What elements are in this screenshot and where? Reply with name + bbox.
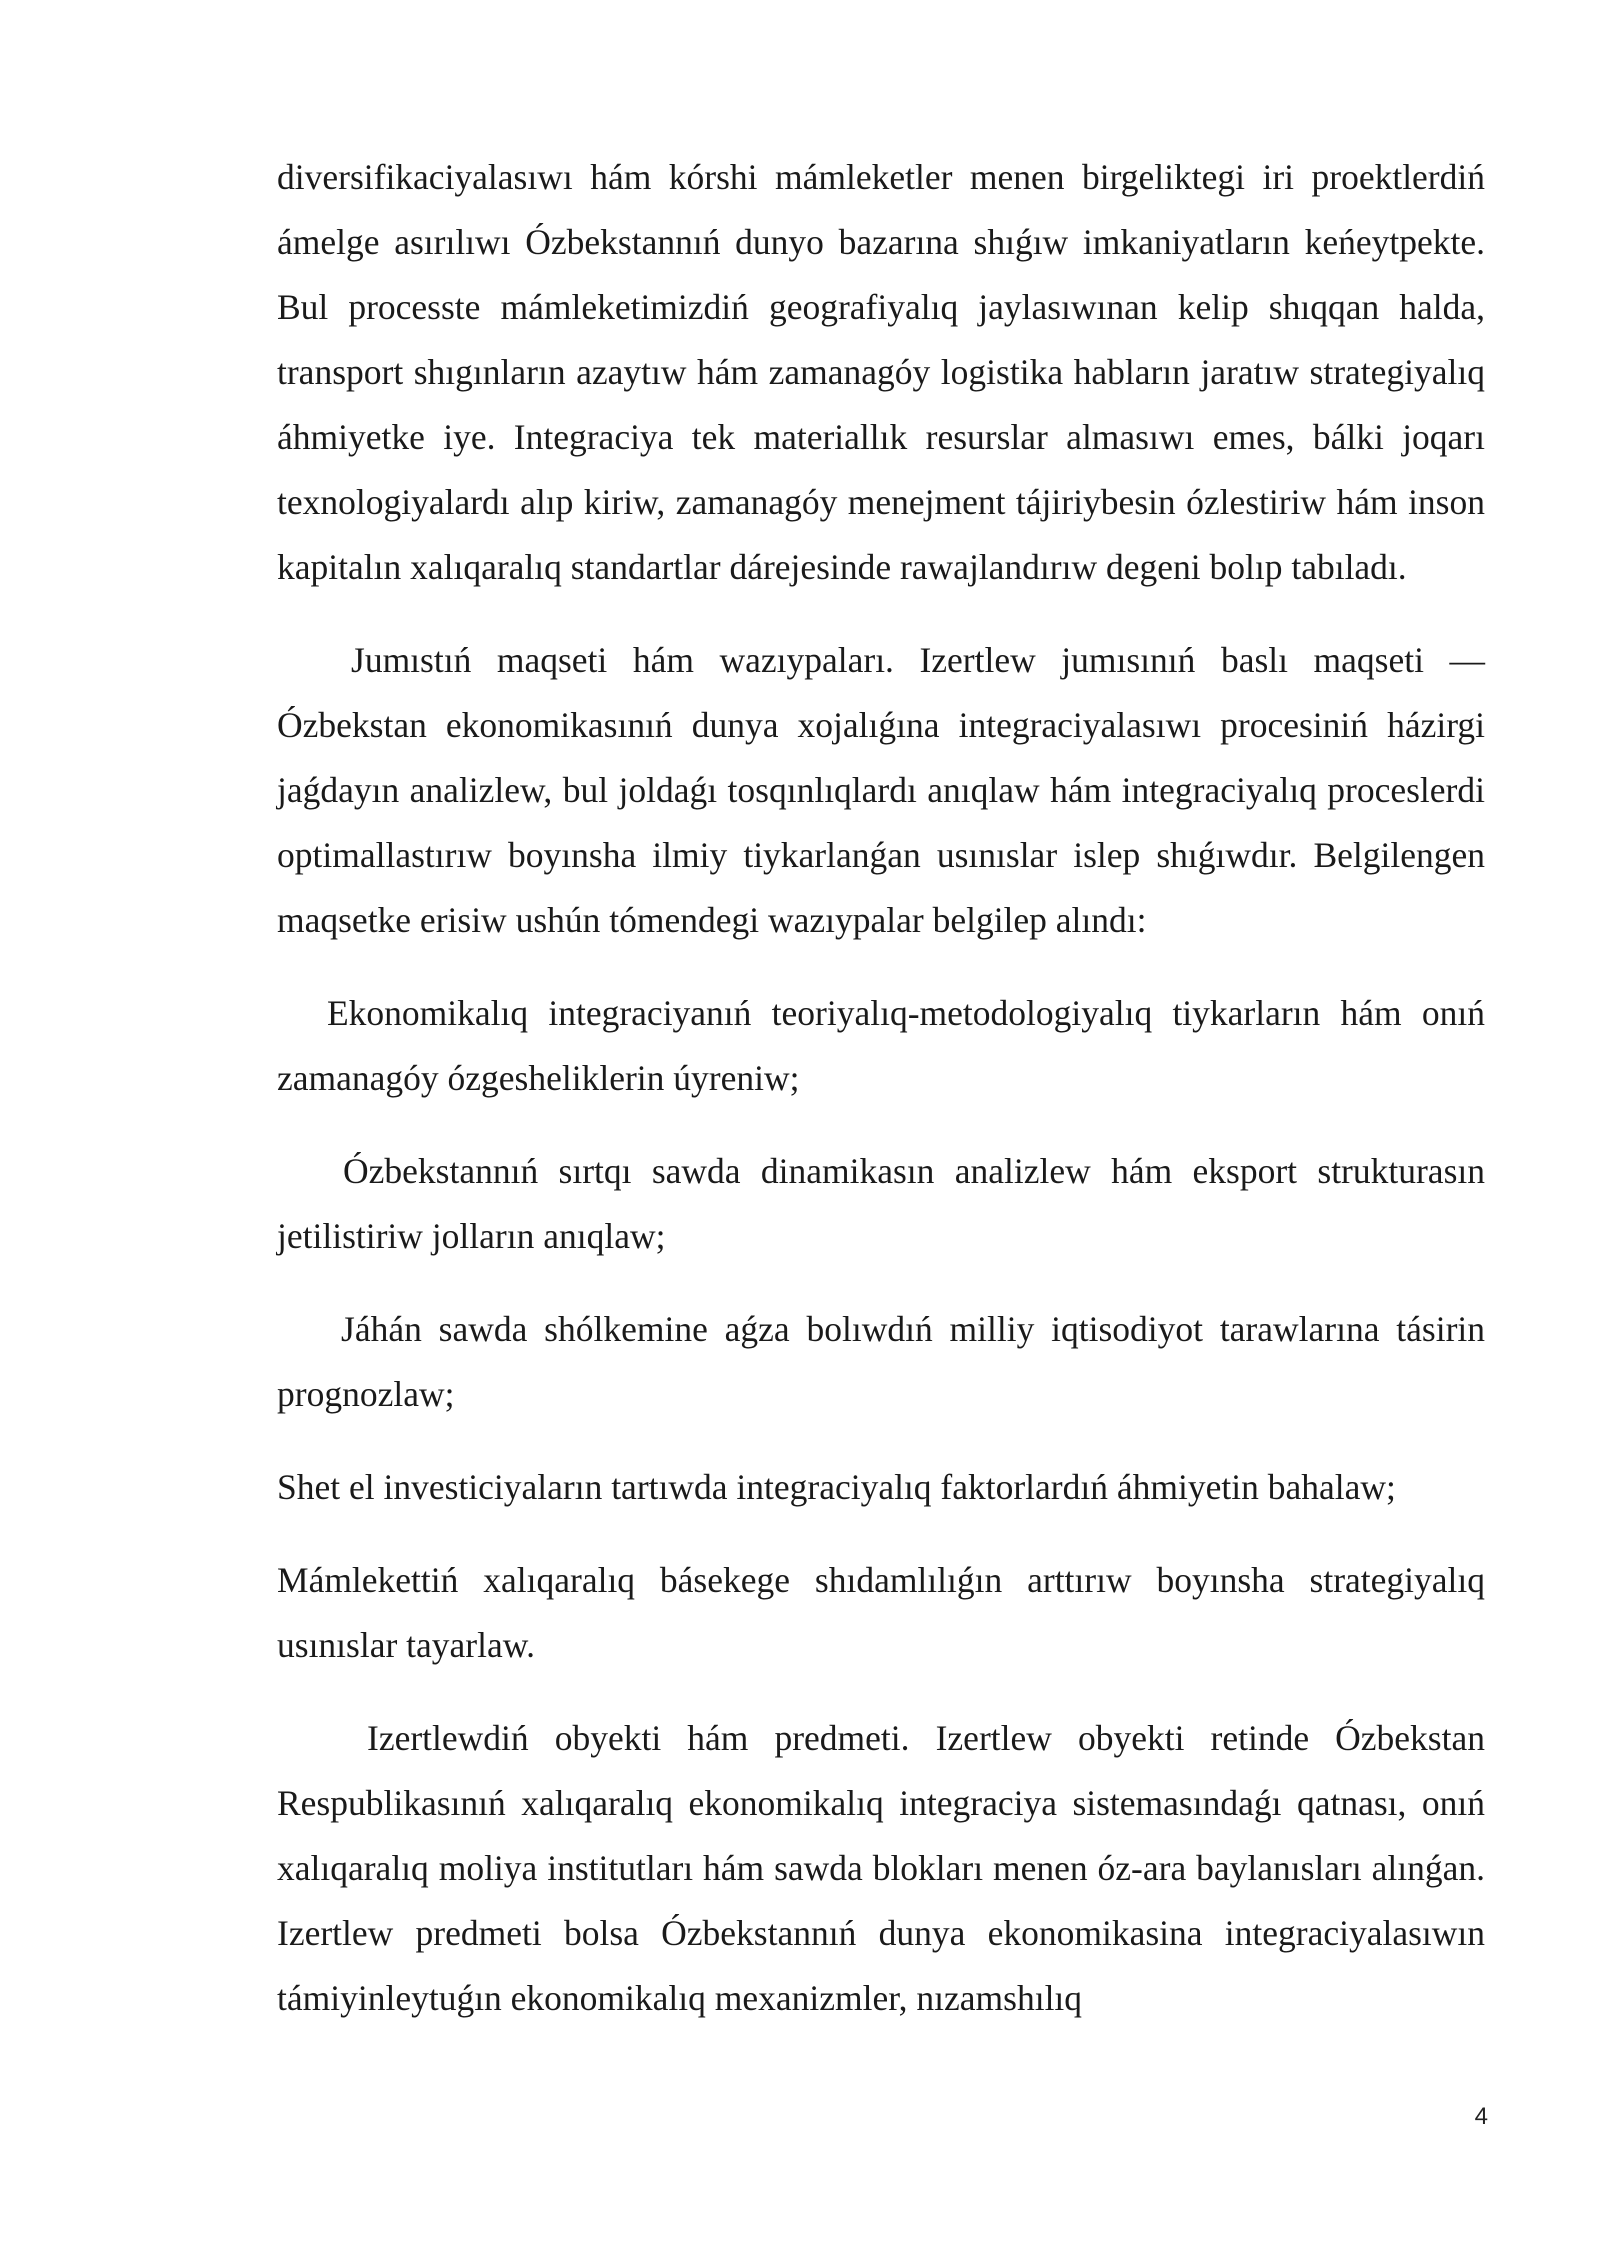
paragraph-object-and-subject: Izertlewdiń obyekti hám predmeti. Izertlew obyekti retinde Ózbekstan Respublikasınıń xalıqaralıq ekonomikalıq integraciya sistemasındaǵı qatnası, onıń xalıqaralıq moliya institutları hám sawda blokları menen óz-ara baylanısları alınǵan. Izertlew predmeti bolsa Ózbekstannıń dunya ekonomikasina integraciyalasıwın támiyinleytuǵın ekonomikalıq mexanizmler, nızamshılıq xyxy=(277,1718,1485,2018)
list-item-task-2: Ózbekstannıń sırtqı sawda dinamikasın analizlew hám eksport strukturasın jetilistiriw jolların anıqlaw; xyxy=(277,1151,1485,1256)
list-item-task-5: Mámlekettiń xalıqaralıq básekege shıdamlılıǵın arttırıw boyınsha strategiyalıq usınıslar tayarlaw. xyxy=(277,1560,1485,1665)
paragraph-integration-overview: diversifikaciyalasıwı hám kórshi mámleketler menen birgeliktegi iri proektlerdiń ámelge asırılıwı Ózbekstannıń dunyo bazarına shıǵıw imkaniyatların keńeytpekte. Bul processte mámleketimizdiń geografiyalıq jaylasıwınan kelip shıqqan halda, transport shıgınların azaytıw hám zamanagóy logistika habların jaratıw strategiyalıq áhmiyetke iye. Integraciya tek materiallık resurslar almasıwı emes, bálki joqarı texnologiyalardı alıp kiriw, zamanagóy menejment tájiriybesin ózlestiriw hám inson kapitalın xalıqaralıq standartlar dárejesinde rawajlandırıw degeni bolıp tabıladı. xyxy=(277,157,1485,587)
paragraph-aims-and-tasks: Jumıstıń maqseti hám wazıypaları. Izertlew jumısınıń baslı maqseti — Ózbekstan ekonomikasınıń dunya xojalıǵına integraciyalasıwı procesiniń házirgi jaǵdayın analizlew, bul joldaǵı tosqınlıqlardı anıqlaw hám integraciyalıq proceslerdi optimallastırıw boyınsha ilmiy tiykarlanǵan usınıslar islep shıǵıwdır. Belgilengen maqsetke erisiw ushún tómendegi wazıypalar belgilep alındı: xyxy=(277,640,1485,940)
list-item-task-4: Shet el investiciyaların tartıwda integraciyalıq faktorlardıń áhmiyetin bahalaw; xyxy=(277,1467,1396,1507)
document-body xyxy=(277,145,1485,2031)
list-item-task-3: Jáhán sawda shólkemine aǵza bolıwdıń milliy iqtisodiyot tarawlarına tásirin prognozlaw; xyxy=(277,1309,1485,1414)
list-item-task-1: Ekonomikalıq integraciyanıń teoriyalıq-metodologiyalıq tiykarların hám onıń zamanagóy ózgesheliklerin úyreniw; xyxy=(277,993,1485,1098)
page-number: 4 xyxy=(1474,2103,1488,2130)
